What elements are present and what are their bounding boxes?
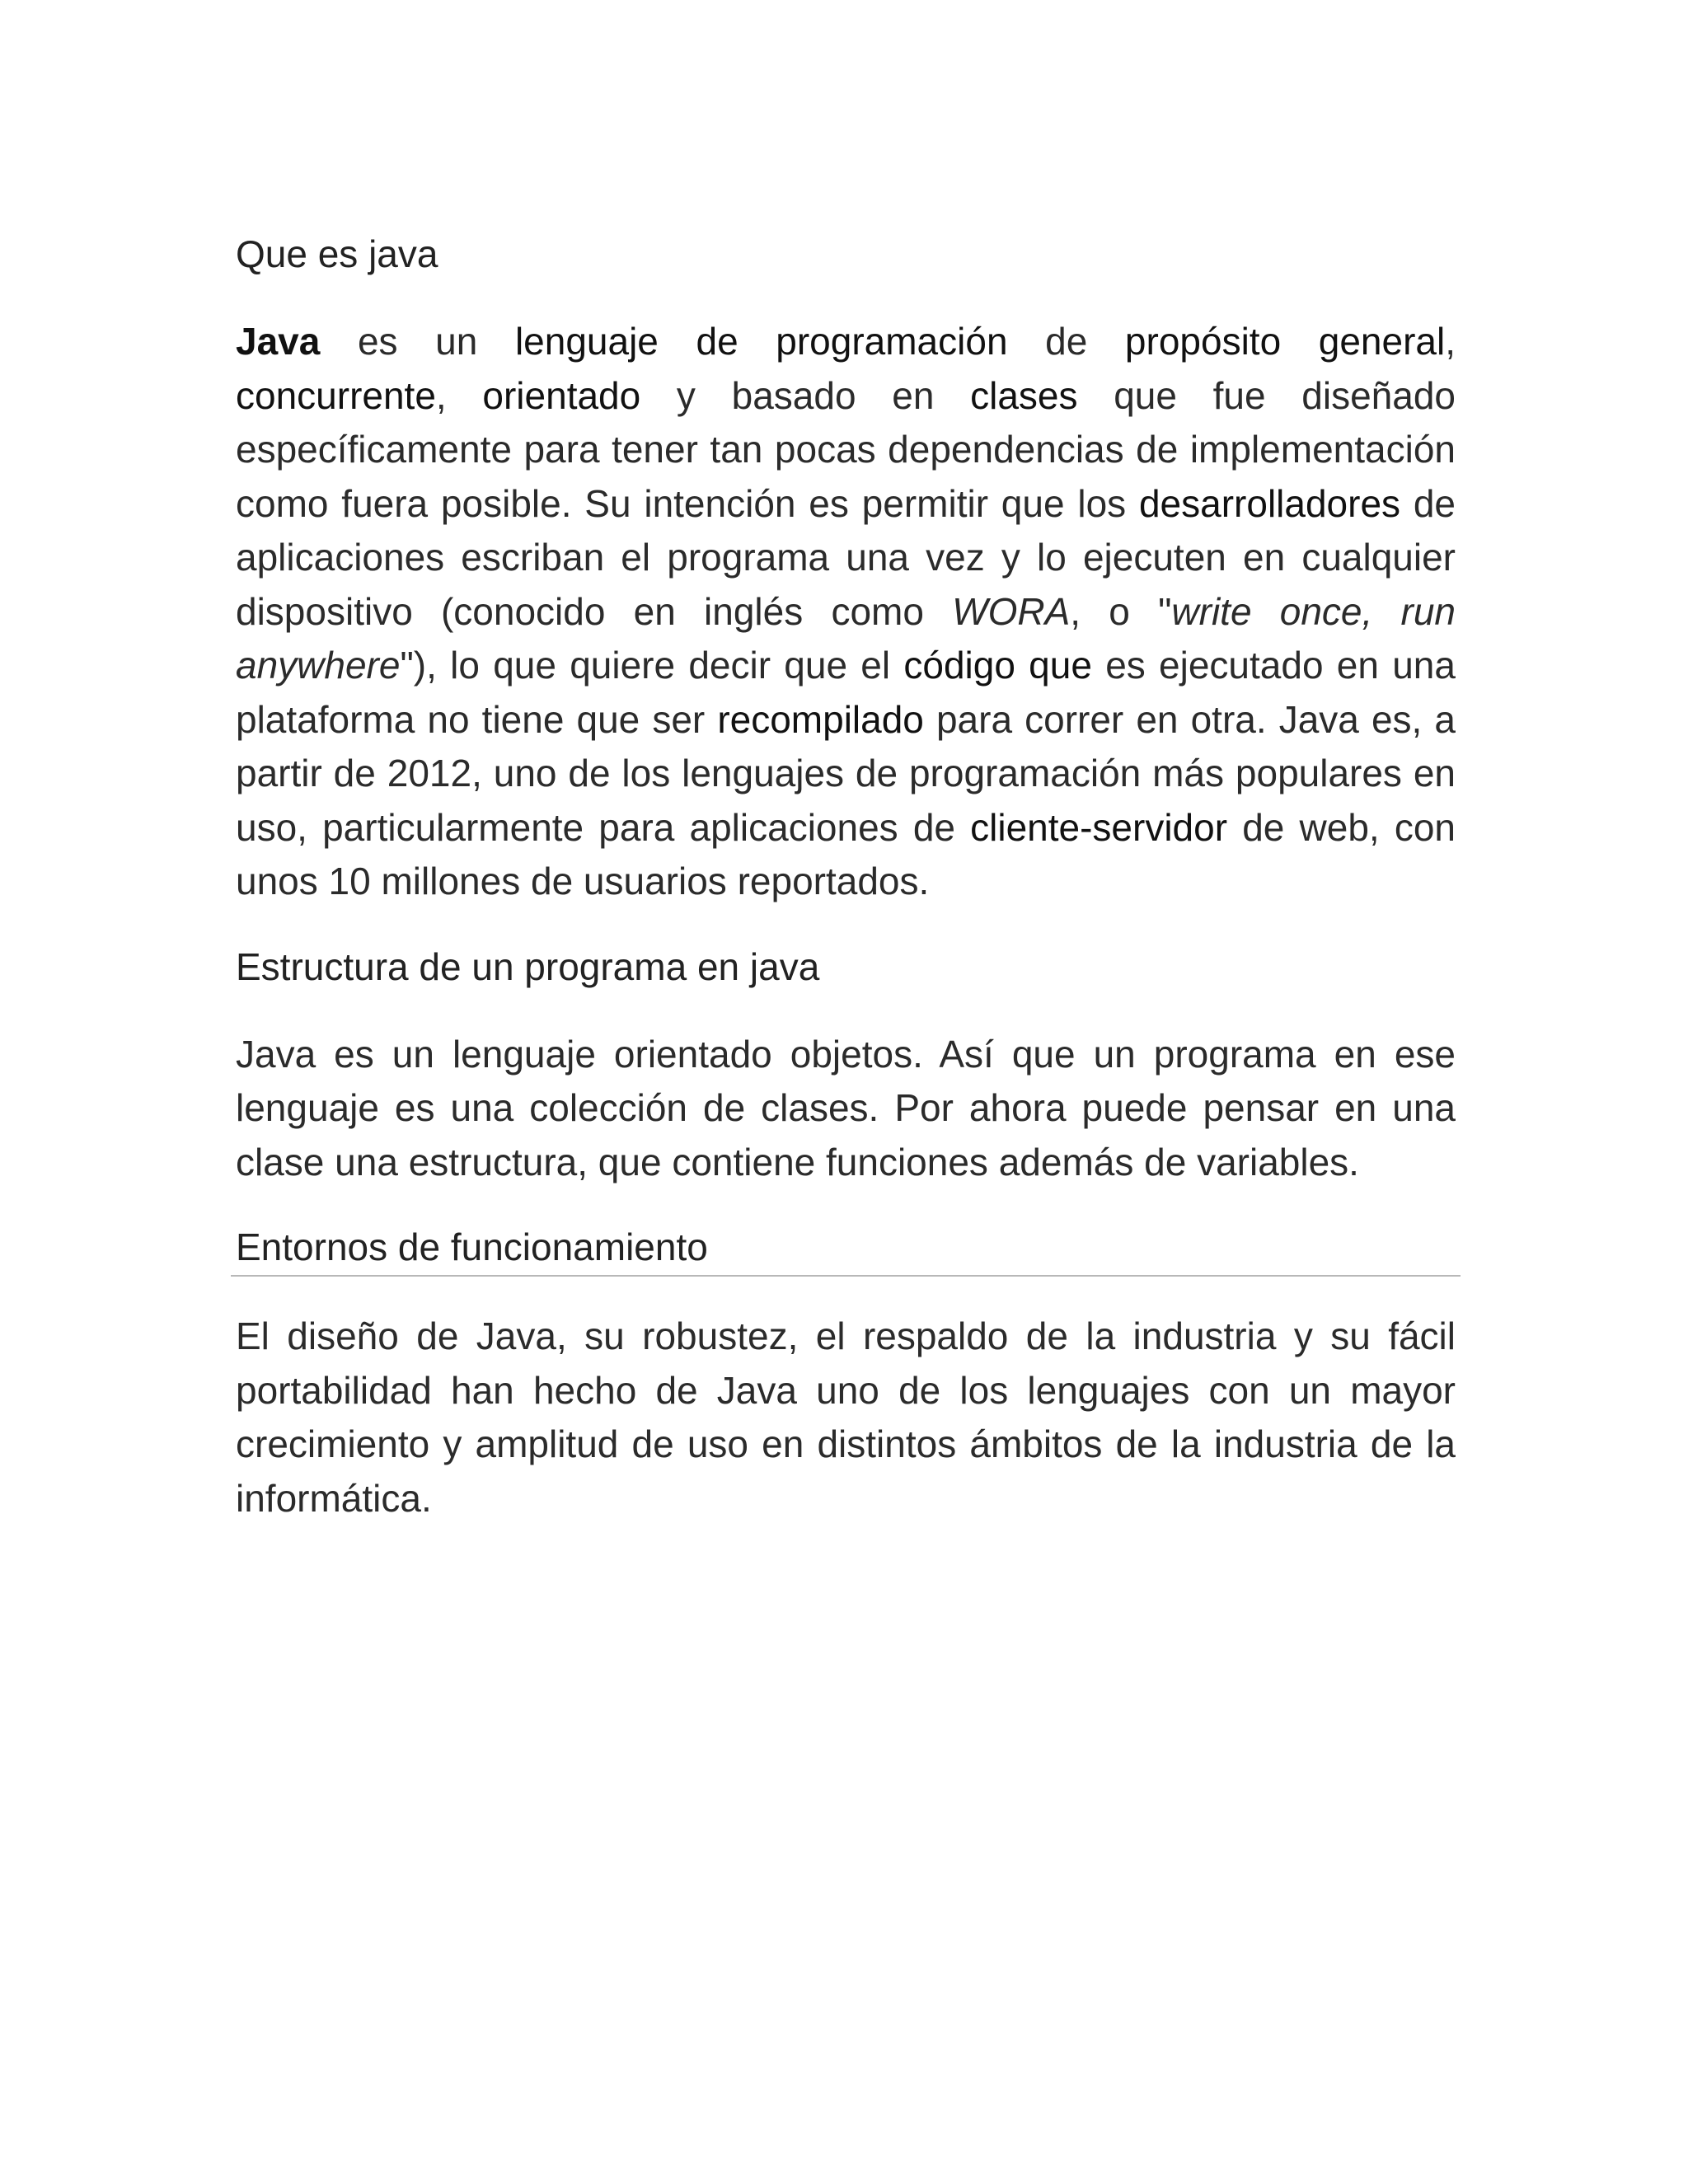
text-fragment: "), lo que quiere decir que el	[400, 644, 904, 687]
paragraph-estructura: Java es un lenguaje orientado objetos. Así que un programa en ese lenguaje es una colección de clases. Por ahora puede pensar en una clase una estructura, que contiene funciones además de variables.	[236, 1032, 1456, 1183]
text-fragment: ,	[1445, 320, 1456, 363]
document-page	[236, 229, 1456, 1558]
text-fragment: de web, con unos 10 millones de usuarios reportados.	[236, 805, 1456, 902]
term-java: Java	[236, 320, 321, 363]
paragraph-java-definition	[236, 315, 1456, 909]
text-fragment: ,	[435, 373, 483, 417]
heading-que-es-java: Que es java	[236, 232, 438, 275]
link-cliente-servidor[interactable]: cliente-servidor	[970, 805, 1228, 849]
term-wora-long: write once, run anywhere	[236, 589, 1456, 687]
text-fragment: y basado en	[640, 373, 971, 417]
link-clases[interactable]: clases	[970, 373, 1078, 417]
text-fragment: de	[1007, 320, 1125, 363]
link-lenguaje-programacion[interactable]: lenguaje de programación	[514, 320, 1008, 363]
text-fragment: de aplicaciones escriban el programa una vez y lo ejecuten en cualquier dispositivo (conocido en inglés como	[236, 481, 1456, 633]
term-wora: WORA	[952, 589, 1071, 633]
paragraph-entornos: El diseño de Java, su robustez, el respaldo de la industria y su fácil portabilidad han hecho de Java uno de los lenguajes con un mayor crecimiento y amplitud de uso en distintos ámbitos de la industria de la informática.	[236, 1315, 1456, 1520]
link-desarrolladores[interactable]: desarrolladores	[1138, 481, 1401, 525]
link-proposito-general[interactable]: propósito general	[1124, 320, 1446, 363]
link-orientado[interactable]: orientado	[482, 373, 641, 417]
text-fragment: para correr en otra. Java es, a partir de 2012, uno de los lenguajes de programación más populares en uso, particularmente para aplicaciones de	[236, 697, 1456, 849]
text-fragment: que fue diseñado específicamente para tener tan pocas dependencias de implementación como fuera posible. Su intención es permitir que los	[236, 373, 1456, 525]
link-recompilado[interactable]: recompilado	[717, 697, 924, 741]
heading-entornos-funcionamiento: Entornos de funcionamiento	[231, 1222, 1461, 1277]
text-fragment: , o "	[1070, 589, 1172, 633]
link-concurrente[interactable]: concurrente	[236, 373, 436, 417]
text-fragment: es ejecutado en una plataforma no tiene que ser	[236, 644, 1456, 741]
link-codigo[interactable]: código que	[903, 644, 1092, 687]
text-fragment: es un	[320, 320, 515, 363]
heading-estructura-programa: Estructura de un programa en java	[236, 944, 820, 988]
